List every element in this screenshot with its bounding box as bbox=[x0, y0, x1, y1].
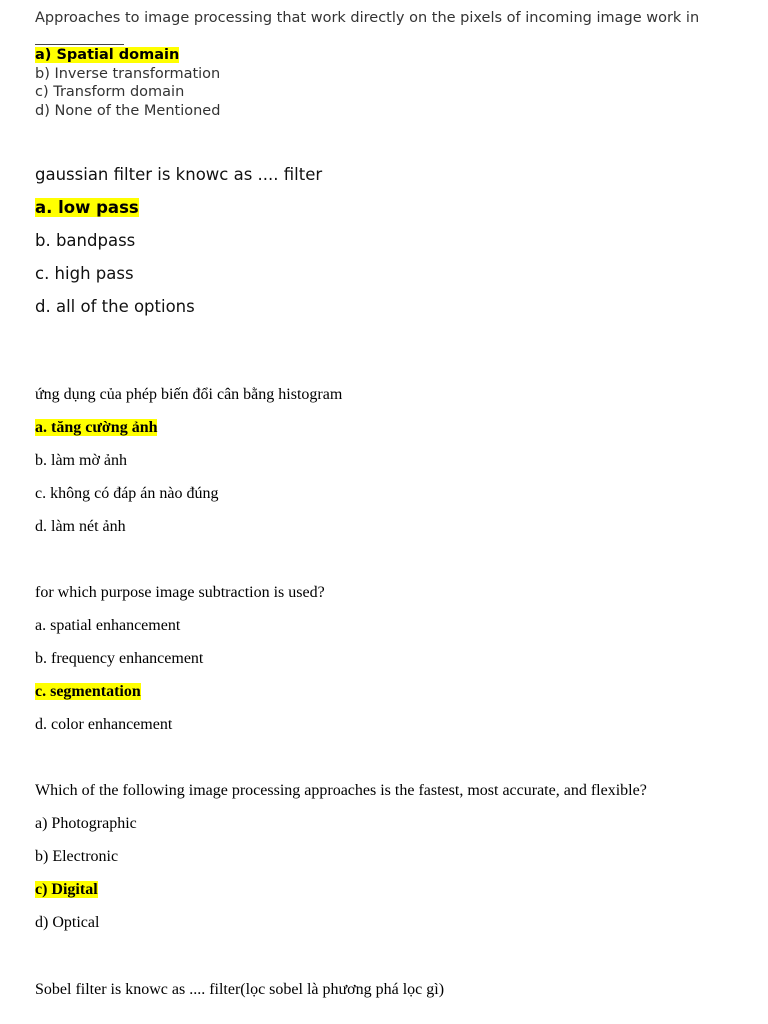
question-3-option-d: d. làm nét ảnh bbox=[35, 518, 126, 535]
question-2-option-a bbox=[35, 198, 139, 217]
question-5-option-d: d) Optical bbox=[35, 914, 100, 931]
question-1-option-a bbox=[35, 47, 179, 63]
correct-answer-highlight: a) Spatial domain bbox=[35, 47, 180, 63]
question-5-option-b: b) Electronic bbox=[35, 848, 119, 865]
correct-answer-highlight: c. segmentation bbox=[35, 683, 141, 700]
correct-answer-highlight: a. low pass bbox=[35, 198, 139, 217]
question-5-option-c bbox=[35, 881, 98, 899]
question-4-option-b: b. frequency enhancement bbox=[35, 650, 204, 667]
correct-answer-highlight: c) Digital bbox=[35, 881, 98, 898]
question-2-text: gaussian filter is knowc as .... filter bbox=[35, 165, 323, 184]
question-1-option-c: c) Transform domain bbox=[35, 84, 185, 100]
question-4-text: for which purpose image subtraction is used? bbox=[35, 584, 325, 601]
question-3-option-c: c. không có đáp án nào đúng bbox=[35, 485, 219, 502]
correct-answer-highlight: a. tăng cường ảnh bbox=[35, 419, 158, 436]
question-1-option-b: b) Inverse transformation bbox=[35, 66, 221, 82]
question-2-option-b: b. bandpass bbox=[35, 231, 136, 250]
question-2-option-c: c. high pass bbox=[35, 264, 134, 283]
question-4-option-c bbox=[35, 683, 141, 701]
question-3-text: ứng dụng của phép biến đổi cân bằng histogram bbox=[35, 386, 343, 403]
question-1-option-d: d) None of the Mentioned bbox=[35, 103, 221, 119]
question-3-option-a bbox=[35, 419, 157, 437]
question-4-option-d: d. color enhancement bbox=[35, 716, 173, 733]
question-5-option-a: a) Photographic bbox=[35, 815, 137, 832]
question-1-text: Approaches to image processing that work directly on the pixels of incoming image work in bbox=[35, 10, 700, 26]
question-1-answer-blank bbox=[35, 44, 124, 45]
question-6-text: Sobel filter is knowc as .... filter(lọc sobel là phương phá lọc gì) bbox=[35, 981, 445, 998]
question-4-option-a: a. spatial enhancement bbox=[35, 617, 181, 634]
question-3-option-b: b. làm mờ ảnh bbox=[35, 452, 127, 469]
question-2-option-d: d. all of the options bbox=[35, 297, 195, 316]
question-5-text: Which of the following image processing approaches is the fastest, most accurate, and flexible? bbox=[35, 782, 647, 799]
